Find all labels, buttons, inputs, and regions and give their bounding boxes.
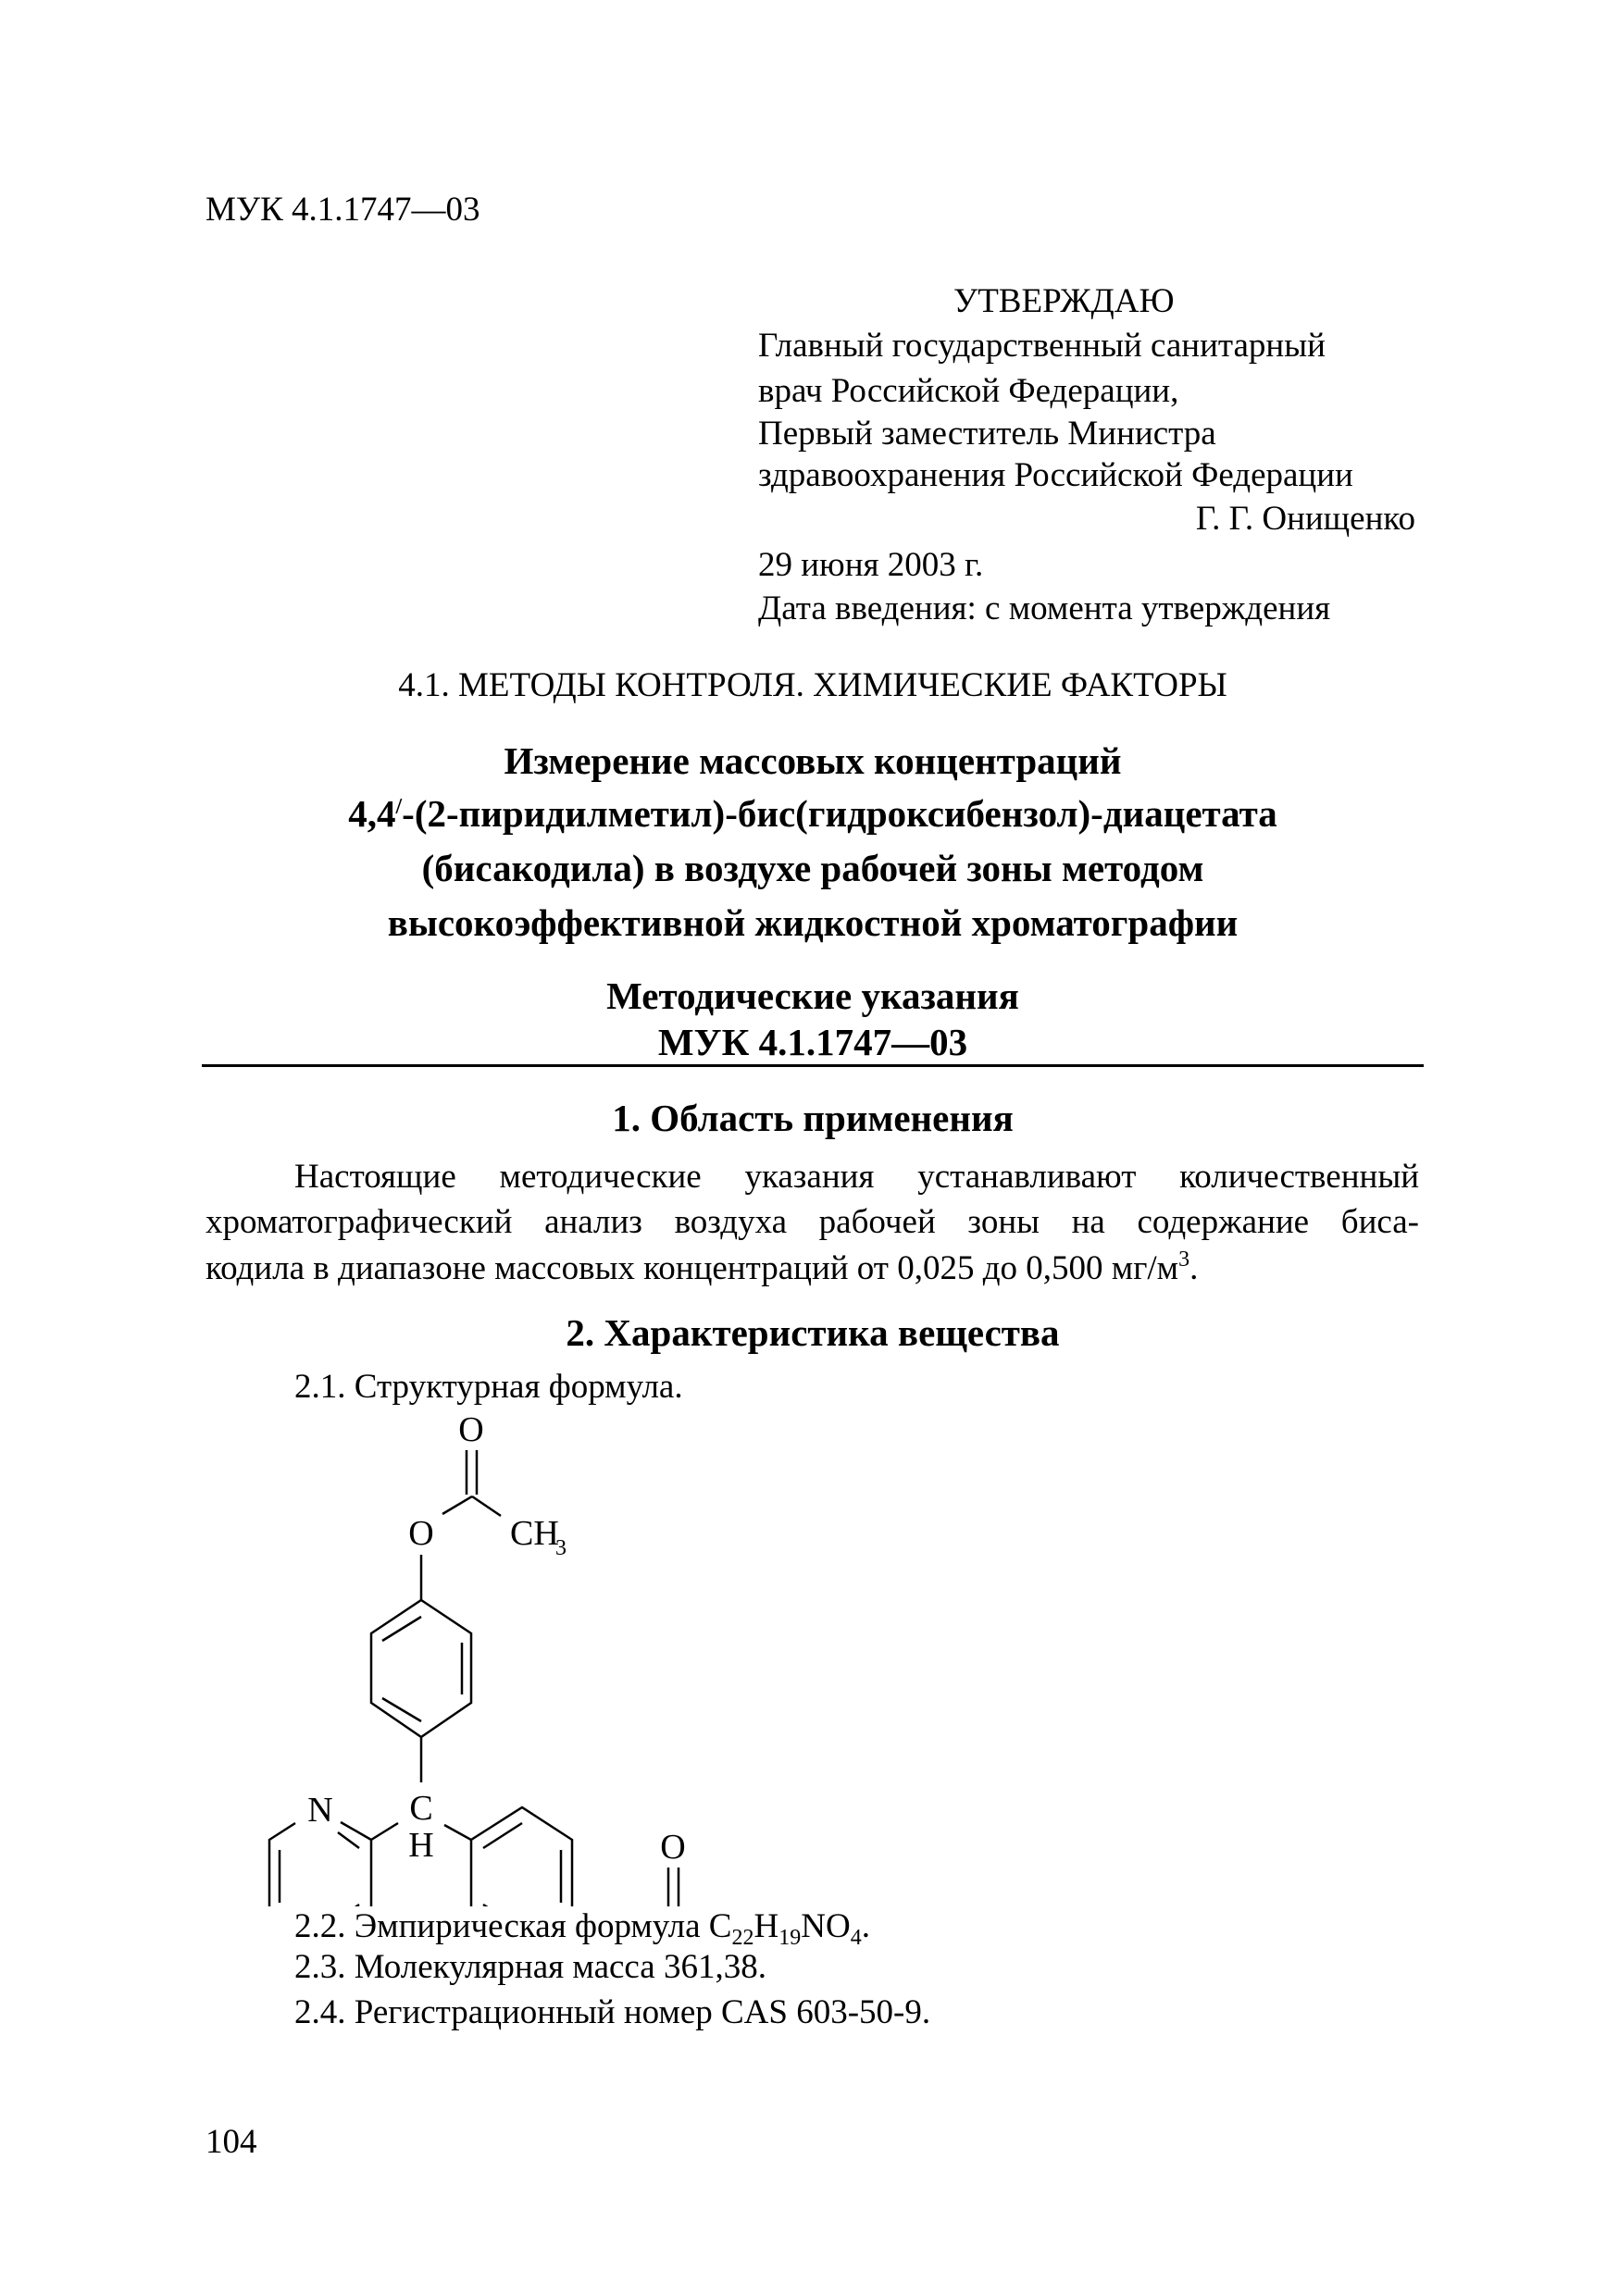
document-title-line: (бисакодила) в воздухе рабочей зоны методом <box>421 847 1204 889</box>
page-number: 104 <box>205 2123 257 2161</box>
title-text: -(2-пиридилметил)-бис(гидроксибензол)-диацетата <box>402 792 1277 835</box>
approval-date: 29 июня 2003 г. <box>758 546 984 584</box>
superscript: 3 <box>1178 1247 1190 1272</box>
item-text: H <box>753 1907 779 1945</box>
document-title-line: высокоэффективной жидкостной хроматографии <box>387 901 1239 944</box>
document-title-line: Измерение массовых концентраций <box>504 739 1122 782</box>
subtitle-code: МУК 4.1.1747—03 <box>657 1021 968 1063</box>
item-text: NO <box>801 1907 851 1945</box>
approval-line: врач Российской Федерации, <box>758 372 1179 410</box>
atom-subscript: 3 <box>555 1536 567 1560</box>
document-title-line <box>202 789 1424 838</box>
prime-mark: / <box>395 795 403 819</box>
paragraph-text: . <box>1189 1249 1199 1287</box>
subscript: 22 <box>731 1926 754 1950</box>
item-molecular-mass: 2.3. Молекулярная масса 361,38. <box>294 1948 766 1986</box>
section-heading: 4.1. МЕТОДЫ КОНТРОЛЯ. ХИМИЧЕСКИЕ ФАКТОРЫ <box>398 666 1227 704</box>
subscript: 19 <box>778 1926 802 1950</box>
approval-line: Первый заместитель Министра <box>758 415 1216 453</box>
title-text: 4,4 <box>348 792 396 835</box>
subscript: 4 <box>850 1926 862 1950</box>
document-code-header: МУК 4.1.1747—03 <box>205 191 480 229</box>
approval-line: здравоохранения Российской Федерации <box>758 456 1353 494</box>
structural-formula-diagram <box>231 1388 833 1906</box>
atom-label: C <box>409 1789 433 1828</box>
item-structural-formula: 2.1. Структурная формула. <box>294 1368 683 1406</box>
divider-rule <box>202 1064 1424 1067</box>
bonds <box>269 1450 703 1906</box>
section2-heading: 2. Характеристика вещества <box>566 1311 1060 1354</box>
atom-label: N <box>307 1791 333 1830</box>
approval-line: Главный государственный санитарный <box>758 327 1326 365</box>
atom-label: O <box>458 1410 484 1449</box>
approval-title: УТВЕРЖДАЮ <box>953 282 1175 320</box>
atom-label: CH <box>510 1514 559 1553</box>
approval-signatory: Г. Г. Онищенко <box>1195 500 1415 538</box>
section1-heading: 1. Область применения <box>612 1097 1014 1139</box>
item-text: 2.2. Эмпирическая формула C <box>294 1907 732 1945</box>
paragraph-line <box>205 1247 1198 1290</box>
subtitle-line: Методические указания <box>606 974 1019 1017</box>
paragraph-line: хроматографический анализ воздуха рабочей зоны на содержание биса- <box>205 1203 1419 1241</box>
atom-label: O <box>660 1828 686 1867</box>
paragraph-text: кодила в диапазоне массовых концентраций от 0,025 до 0,500 мг/м <box>205 1249 1179 1287</box>
effective-date: Дата введения: с момента утверждения <box>758 590 1331 627</box>
item-text: . <box>861 1907 870 1945</box>
item-cas-number: 2.4. Регистрационный номер CAS 603-50-9. <box>294 1993 931 2031</box>
paragraph-line: Настоящие методические указания устанавливают количественный <box>294 1158 1419 1196</box>
atom-label: O <box>408 1514 434 1553</box>
item-empirical-formula <box>294 1905 870 1948</box>
atom-label: H <box>408 1826 434 1865</box>
